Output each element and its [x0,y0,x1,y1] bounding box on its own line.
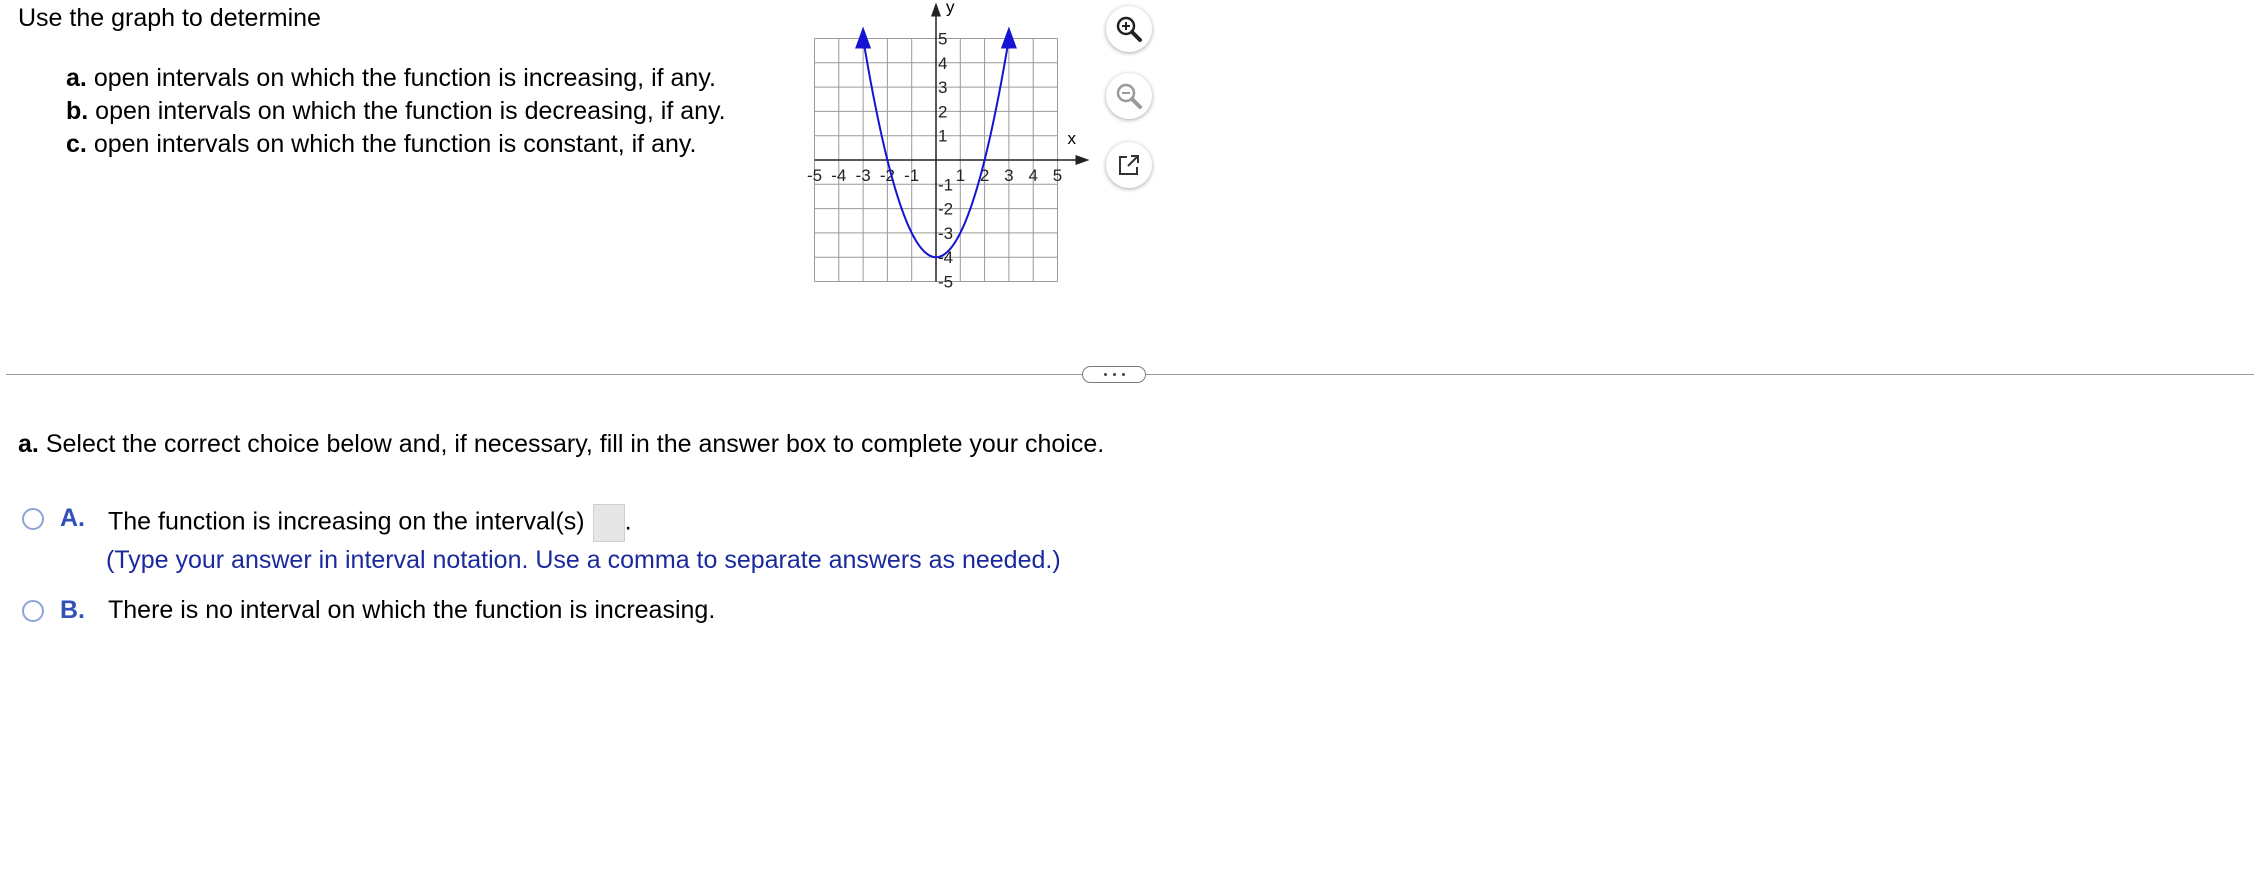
x-tick-label: -4 [831,166,847,185]
zoom-out-icon [1114,81,1144,111]
y-tick-label: 1 [938,126,948,146]
dot [1104,373,1107,376]
choice-b-text: There is no interval on which the function is increasing. [108,596,716,624]
y-tick-label: -5 [938,272,954,292]
x-tick-label: -5 [806,166,823,185]
y-tick-label: 4 [938,53,948,73]
y-tick-label: -3 [938,223,954,243]
part-b: b. open intervals on which the function is decreasing, if any. [66,97,726,125]
x-tick-label: 1 [955,166,966,185]
y-tick-label: 3 [938,78,948,98]
y-tick-label: -1 [938,175,954,195]
x-tick-label: -3 [855,166,871,185]
x-tick-label: -1 [904,166,920,185]
x-tick-label: 5 [1052,166,1063,185]
x-axis-label: x [1067,129,1076,148]
choice-b[interactable] [22,596,715,625]
more-options-button[interactable] [1082,366,1146,383]
choice-a[interactable] [22,504,632,542]
y-tick-label: -4 [938,248,954,268]
y-axis-arrow [931,3,941,17]
y-tick-label: 5 [938,29,948,49]
part-a: a. open intervals on which the function is increasing, if any. [66,64,716,92]
choice-a-text: The function is increasing on the interval(s) . [108,504,632,542]
zoom-out-button[interactable] [1106,73,1152,119]
popout-icon [1115,151,1143,179]
x-tick-label: 4 [1028,166,1038,185]
part-c: c. open intervals on which the function is constant, if any. [66,130,697,158]
question-a: a. Select the correct choice below and, if necessary, fill in the answer box to complete your choice. [18,430,1105,458]
x-axis-arrow [1076,155,1090,165]
x-tick-label: -2 [879,166,895,185]
choice-b-radio[interactable] [22,600,44,622]
choice-b-letter: B. [60,596,85,624]
curve-end-arrow [855,27,871,49]
function-graph [806,0,1108,292]
zoom-in-icon [1114,14,1144,44]
y-tick-label: -2 [938,199,954,219]
choice-a-letter: A. [60,504,85,532]
dot [1113,373,1116,376]
choice-a-radio[interactable] [22,508,44,530]
y-axis-label: y [946,0,955,17]
x-tick-label: 3 [1004,166,1014,185]
parts-list [66,62,726,161]
popout-button[interactable] [1106,142,1152,188]
curve-end-arrow [1001,27,1017,49]
y-tick-label: 2 [938,102,948,122]
x-tick-label: 2 [979,166,990,185]
answer-box[interactable] [593,504,625,542]
prompt-text: Use the graph to determine [18,4,321,32]
choice-a-hint: (Type your answer in interval notation. Use a comma to separate answers as needed.) [106,546,1061,574]
zoom-in-button[interactable] [1106,6,1152,52]
dot [1122,373,1125,376]
